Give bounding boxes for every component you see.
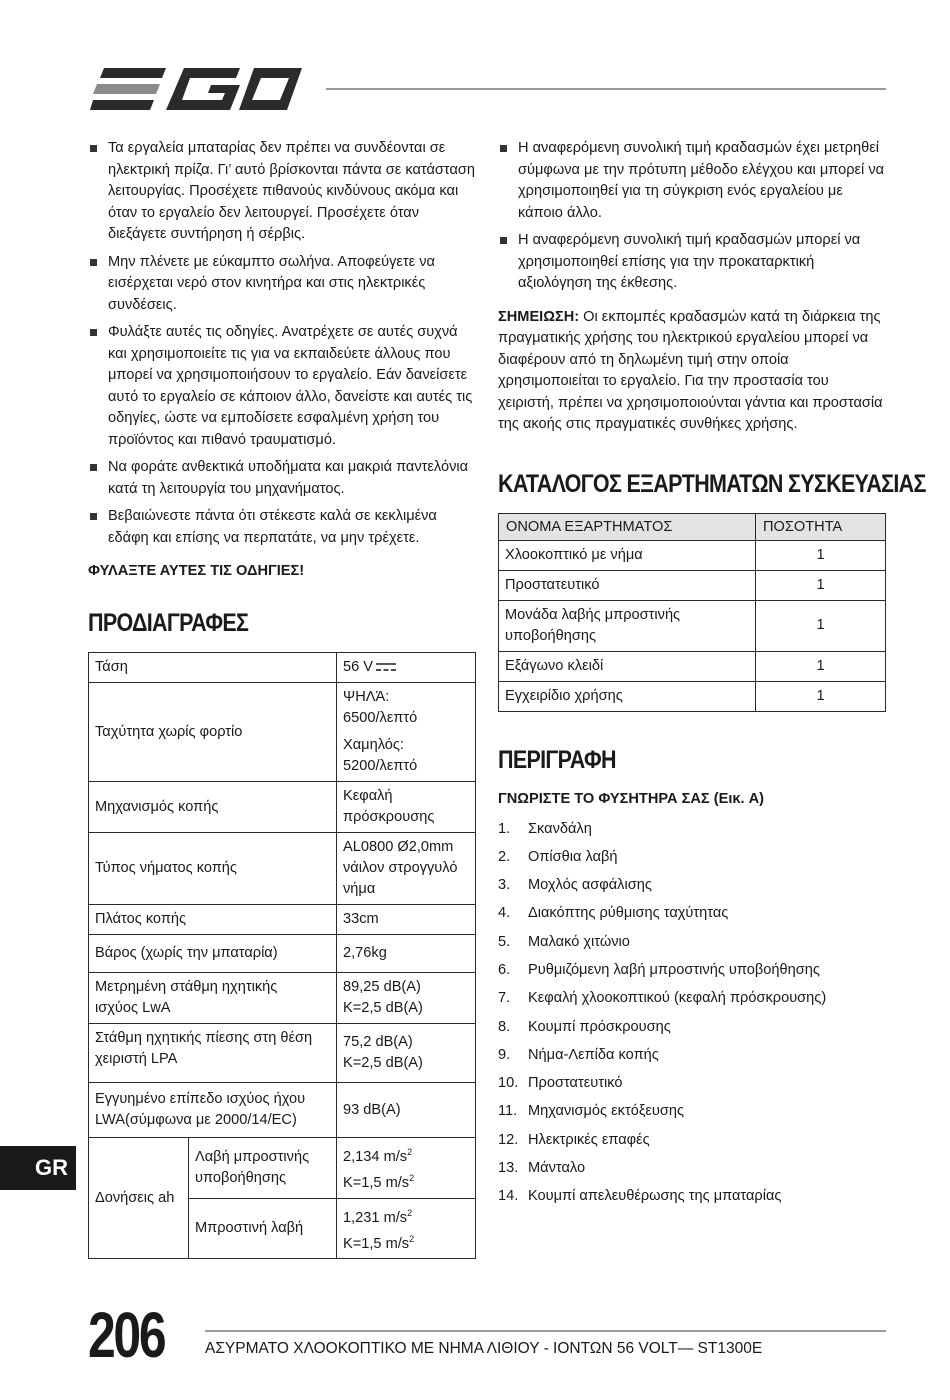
part-name: Προστατευτικό xyxy=(499,570,756,600)
bullet-square-icon xyxy=(90,259,97,266)
list-item: 5. Μαλακό χιτώνιο xyxy=(498,933,630,950)
part-name: Εξάγωνο κλειδί xyxy=(499,651,756,681)
page-number: 206 xyxy=(88,1299,165,1371)
specifications-heading: ΠΡΟΔΙΑΓΡΑΦΕΣ xyxy=(88,609,249,637)
part-quantity: 1 xyxy=(756,681,886,711)
list-item: Βεβαιώνεστε πάντα ότι στέκεστε καλά σε κεκλιμένα εδάφη και επίσης να περπατάτε, να μην τρέχετε. xyxy=(88,506,476,549)
table-row xyxy=(499,600,886,651)
table-row xyxy=(89,905,476,935)
table-row xyxy=(499,570,886,600)
spec-value: 75,2 dB(A) K=2,5 dB(A) xyxy=(337,1024,476,1083)
list-item: 1. Σκανδάλη xyxy=(498,820,592,837)
footer-rule xyxy=(205,1330,886,1332)
spec-sublabel: Λαβή μπροστινής υποβοήθησης xyxy=(189,1138,337,1199)
list-item: Να φοράτε ανθεκτικά υποδήματα και μακριά παντελόνια κατά τη λειτουργία του μηχανήματος. xyxy=(88,457,476,500)
list-item: Φυλάξτε αυτές τις οδηγίες. Ανατρέχετε σε αυτές συχνά και χρησιμοποιείτε τις για να εκπαιδεύετε άλλους που μπορεί να χρησιμοποιήσουν το εργαλείο. Εάν δανείσετε αυτό το εργαλείο σε κάποιον άλλο, δανείστε και αυτές τις οδηγίες, ώστε να εμποδίσετε εσφαλμένη χρήση του προϊόντος και πιθανό τραυματισμό. xyxy=(88,322,476,451)
spec-sublabel: Μπροστινή λαβή xyxy=(189,1198,337,1259)
save-instructions-note: ΦΥΛΑΞΤΕ ΑΥΤΕΣ ΤΙΣ ΟΔΗΓΙΕΣ! xyxy=(88,563,305,579)
part-name: Μονάδα λαβής μπροστινής υποβοήθησης xyxy=(499,600,756,651)
spec-value: 33cm xyxy=(337,905,476,935)
column-header-quantity: ΠΟΣΟΤΗΤΑ xyxy=(756,513,886,540)
header-rule xyxy=(326,88,886,90)
list-item: 14. Κουμπί απελευθέρωσης της μπαταρίας xyxy=(498,1188,782,1205)
list-item: Η αναφερόμενη συνολική τιμή κραδασμών έχει μετρηθεί σύμφωνα με την πρότυπη μέθοδο ελέγχου και μπορεί να χρησιμοποιηθεί για τη σύγκριση ενός εργαλείου με κάποιο άλλο. xyxy=(498,138,886,224)
table-row xyxy=(89,833,476,905)
list-item: 13. Μάνταλο xyxy=(498,1160,586,1177)
table-row xyxy=(499,651,886,681)
spec-label: Δονήσεις ah xyxy=(89,1138,189,1259)
table-header-row xyxy=(499,513,886,540)
bullet-square-icon xyxy=(500,237,507,244)
spec-label: Μετρημένη στάθμη ηχητικής ισχύος LwA xyxy=(89,973,337,1024)
spec-value: 93 dB(A) xyxy=(337,1083,476,1138)
part-quantity: 1 xyxy=(756,540,886,570)
part-quantity: 1 xyxy=(756,600,886,651)
bullet-square-icon xyxy=(90,513,97,520)
table-row xyxy=(499,681,886,711)
list-item: Μην πλένετε με εύκαμπτο σωλήνα. Αποφεύγετε να εισέρχεται νερό στον κινητήρα και στις ηλεκτρικές συνδέσεις. xyxy=(88,252,476,317)
bullet-square-icon xyxy=(90,329,97,336)
column-header-name: ΟΝΟΜΑ ΕΞΑΡΤΗΜΑΤΟΣ xyxy=(499,513,756,540)
spec-value: 56 V xyxy=(337,653,476,683)
spec-value: 2,134 $m/s^2$ K=1,5 $m/s^2$ xyxy=(337,1138,476,1199)
footer-title: ΑΣΥΡΜΑΤΟ ΧΛΟΟΚΟΠΤΙΚΟ ΜΕ ΝΗΜΑ ΛΙΘΙΟΥ - ΙΟΝΤΩΝ 56 VOLT— ST1300E xyxy=(205,1340,763,1357)
list-item: 3. Μοχλός ασφάλισης xyxy=(498,877,652,894)
table-row xyxy=(89,1024,476,1083)
table-row xyxy=(499,540,886,570)
description-heading: ΠΕΡΙΓΡΑΦΗ xyxy=(498,745,616,774)
spec-label: Στάθμη ηχητικής πίεσης στη θέση χειριστή LPA xyxy=(89,1024,337,1083)
left-column xyxy=(88,138,476,1259)
table-row xyxy=(89,973,476,1024)
spec-value: 2,76kg xyxy=(337,935,476,973)
spec-label: Βάρος (χωρίς την μπαταρία) xyxy=(89,935,337,973)
list-item: 8. Κουμπί πρόσκρουσης xyxy=(498,1018,671,1035)
packing-list-heading: ΚΑΤΑΛΟΓΟΣ ΕΞΑΡΤΗΜΑΤΩΝ ΣΥΣΚΕΥΑΣΙΑΣ xyxy=(498,469,926,498)
part-quantity: 1 xyxy=(756,651,886,681)
description-subheading: ΓΝΩΡΙΣΤΕ ΤΟ ΦΥΣΗΤΗΡΑ ΣΑΣ (Εικ. A) xyxy=(498,790,765,807)
bullet-square-icon xyxy=(90,464,97,471)
spec-label: Πλάτος κοπής xyxy=(89,905,337,935)
list-item: 4. Διακόπτης ρύθμισης ταχύτητας xyxy=(498,905,729,922)
spec-label: Τάση xyxy=(89,653,337,683)
list-item: Τα εργαλεία μπαταρίας δεν πρέπει να συνδέονται σε ηλεκτρική πρίζα. Γι’ αυτό βρίσκονται πάντα σε κατάσταση λειτουργίας. Προσέχετε πιθανούς κινδύνους ακόμα και όταν το εργαλείο δεν λειτουργεί. Προσέχετε όταν διεξάγετε συντήρηση ή σέρβις. xyxy=(88,138,476,246)
packing-list-table xyxy=(498,513,886,712)
safety-bullet-list xyxy=(88,138,476,549)
list-item: 7. Κεφαλή χλοοκοπτικού (κεφαλή πρόσκρουσης) xyxy=(498,990,827,1007)
specifications-table xyxy=(88,652,476,1259)
spec-label: Εγγυημένο επίπεδο ισχύος ήχου LWA(σύμφωνα με 2000/14/EC) xyxy=(89,1083,337,1138)
table-row xyxy=(89,683,476,782)
list-item: 10. Προστατευτικό xyxy=(498,1075,623,1092)
vibration-note: ΣΗΜΕΙΩΣΗ: Οι εκπομπές κραδασμών κατά τη διάρκεια της πραγματικής χρήσης του ηλεκτρικού εργαλείου μπορεί να διαφέρουν από τη δηλωμένη τιμή στην οποία χρησιμοποιείται το εργαλείο. Για την προστασία του χειριστή, πρέπει να χρησιμοποιούνται γάντια και προστασία της ακοής στις πραγματικές συνθήκες χρήσης. xyxy=(498,308,883,432)
list-item: 2. Οπίσθια λαβή xyxy=(498,848,618,865)
list-item: 12. Ηλεκτρικές επαφές xyxy=(498,1131,650,1148)
spec-value: 89,25 dB(A) K=2,5 dB(A) xyxy=(337,973,476,1024)
part-name: Χλοοκοπτικό με νήμα xyxy=(499,540,756,570)
language-tab: GR xyxy=(0,1146,76,1190)
ego-logo xyxy=(90,64,302,114)
spec-label: Τύπος νήματος κοπής xyxy=(89,833,337,905)
right-column xyxy=(498,138,926,1215)
list-item: 9. Νήμα-Λεπίδα κοπής xyxy=(498,1046,659,1063)
parts-list xyxy=(498,819,886,1207)
spec-value: Κεφαλή πρόσκρουσης xyxy=(337,782,476,833)
spec-value: ΨΗΛΆ: 6500/λεπτό Χαμηλός: 5200/λεπτό xyxy=(337,683,476,782)
table-row xyxy=(89,653,476,683)
bullet-square-icon xyxy=(500,145,507,152)
table-row xyxy=(89,935,476,973)
list-item: 11. Μηχανισμός εκτόξευσης xyxy=(498,1103,684,1120)
table-row xyxy=(89,782,476,833)
spec-value: AL0800 Ø2,0mm νάιλον στρογγυλό νήμα xyxy=(337,833,476,905)
spec-label: Ταχύτητα χωρίς φορτίο xyxy=(89,683,337,782)
spec-label: Μηχανισμός κοπής xyxy=(89,782,337,833)
list-item: Η αναφερόμενη συνολική τιμή κραδασμών μπορεί να χρησιμοποιηθεί επίσης για την προκαταρκτική αξιολόγηση της έκθεσης. xyxy=(498,230,886,295)
bullet-square-icon xyxy=(90,145,97,152)
list-item: 6. Ρυθμιζόμενη λαβή μπροστινής υποβοήθησης xyxy=(498,961,820,978)
vibration-bullet-list xyxy=(498,138,886,295)
dc-symbol-icon xyxy=(376,662,396,672)
part-quantity: 1 xyxy=(756,570,886,600)
table-row xyxy=(89,1083,476,1138)
part-name: Εγχειρίδιο χρήσης xyxy=(499,681,756,711)
spec-value: 1,231 $m/s^2$ K=1,5 $m/s^2$ xyxy=(337,1198,476,1259)
table-row xyxy=(89,1138,476,1199)
